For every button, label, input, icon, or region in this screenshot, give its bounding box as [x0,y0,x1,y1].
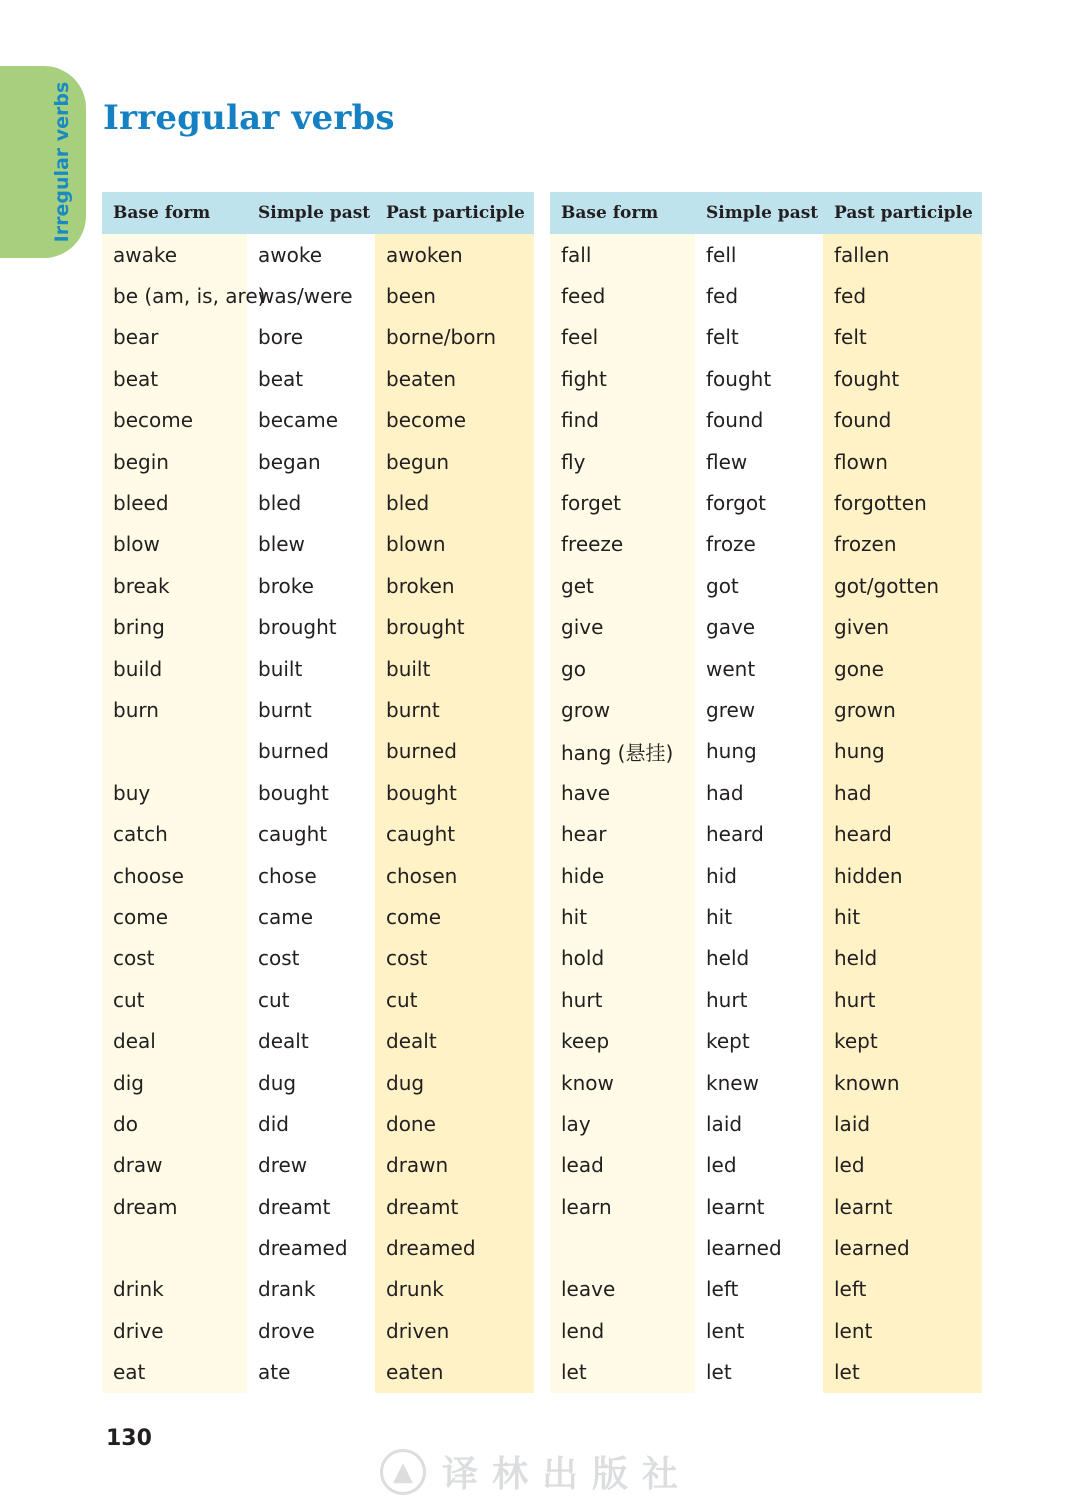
base-form-cell: catch [102,813,247,854]
simple-past-cell: went [695,648,823,689]
past-participle-cell: left [823,1269,982,1310]
table-row [102,979,534,1020]
table-row [550,1352,982,1393]
simple-past-cell: fought [695,358,823,399]
base-form-cell: know [550,1062,695,1103]
base-form-cell: keep [550,1020,695,1061]
page-title: Irregular verbs [103,98,395,138]
header-past-participle: Past participle [823,192,982,234]
base-form-cell: bleed [102,482,247,523]
table-row [102,731,534,772]
past-participle-cell: bled [375,482,534,523]
base-form-cell: have [550,772,695,813]
table-row [550,689,982,730]
simple-past-cell: kept [695,1020,823,1061]
simple-past-cell: heard [695,813,823,854]
base-form-cell: give [550,607,695,648]
past-participle-cell: dealt [375,1020,534,1061]
table-row [102,1103,534,1144]
watermark [380,1446,692,1497]
table-row [102,855,534,896]
table-row [550,772,982,813]
base-form-cell: hold [550,938,695,979]
table-row [102,689,534,730]
past-participle-cell: flown [823,441,982,482]
table-row [102,524,534,565]
base-form-cell: cost [102,938,247,979]
past-participle-cell: hurt [823,979,982,1020]
base-form-cell: fight [550,358,695,399]
simple-past-cell: built [247,648,375,689]
table-row [102,275,534,316]
base-form-cell: build [102,648,247,689]
past-participle-cell: bought [375,772,534,813]
base-form-cell: get [550,565,695,606]
base-form-cell: become [102,400,247,441]
base-form-cell [102,731,247,772]
base-form-cell: deal [102,1020,247,1061]
simple-past-cell: did [247,1103,375,1144]
base-form-cell: cut [102,979,247,1020]
page-number: 130 [106,1426,152,1451]
past-participle-cell: broken [375,565,534,606]
simple-past-cell: bled [247,482,375,523]
table-row [550,979,982,1020]
simple-past-cell: became [247,400,375,441]
past-participle-cell: fought [823,358,982,399]
table-row [550,607,982,648]
base-form-cell: lend [550,1310,695,1351]
past-participle-cell: hung [823,731,982,772]
simple-past-cell: let [695,1352,823,1393]
past-participle-cell: burnt [375,689,534,730]
base-form-cell: dream [102,1186,247,1227]
simple-past-cell: left [695,1269,823,1310]
table-row [550,1186,982,1227]
past-participle-cell: come [375,896,534,937]
simple-past-cell: led [695,1145,823,1186]
past-participle-cell: built [375,648,534,689]
header-base-form: Base form [550,192,695,234]
past-participle-cell: begun [375,441,534,482]
simple-past-cell: chose [247,855,375,896]
simple-past-cell: bought [247,772,375,813]
table-row [550,317,982,358]
past-participle-cell: hit [823,896,982,937]
simple-past-cell: fed [695,275,823,316]
simple-past-cell: hurt [695,979,823,1020]
past-participle-cell: drawn [375,1145,534,1186]
past-participle-cell: heard [823,813,982,854]
simple-past-cell: dug [247,1062,375,1103]
simple-past-cell: beat [247,358,375,399]
past-participle-cell: given [823,607,982,648]
table-row [550,1310,982,1351]
past-participle-cell: learned [823,1227,982,1268]
header-simple-past: Simple past [247,192,375,234]
table-row [102,482,534,523]
simple-past-cell: grew [695,689,823,730]
simple-past-cell: cost [247,938,375,979]
simple-past-cell: dealt [247,1020,375,1061]
base-form-cell: dig [102,1062,247,1103]
past-participle-cell: had [823,772,982,813]
table-row [550,813,982,854]
simple-past-cell: drove [247,1310,375,1351]
past-participle-cell: drunk [375,1269,534,1310]
base-form-cell: draw [102,1145,247,1186]
table-row [550,855,982,896]
past-participle-cell: forgotten [823,482,982,523]
simple-past-cell: began [247,441,375,482]
base-form-cell: fly [550,441,695,482]
simple-past-cell: caught [247,813,375,854]
base-form-cell: bring [102,607,247,648]
past-participle-cell: held [823,938,982,979]
past-participle-cell: burned [375,731,534,772]
base-form-cell: drink [102,1269,247,1310]
table-row [102,1186,534,1227]
past-participle-cell: fed [823,275,982,316]
table-row [102,938,534,979]
table-header-row [550,192,982,234]
table-row [550,358,982,399]
base-form-cell: burn [102,689,247,730]
past-participle-cell: fallen [823,234,982,275]
past-participle-cell: eaten [375,1352,534,1393]
simple-past-cell: learnt [695,1186,823,1227]
table-row [550,1062,982,1103]
table-row [102,1062,534,1103]
base-form-cell: feel [550,317,695,358]
base-form-cell: be (am, is, are) [102,275,247,316]
base-form-cell: come [102,896,247,937]
table-row [102,358,534,399]
past-participle-cell: become [375,400,534,441]
tree-logo-icon: ▲ [380,1449,426,1495]
table-row [102,813,534,854]
simple-past-cell: gave [695,607,823,648]
simple-past-cell: had [695,772,823,813]
past-participle-cell: caught [375,813,534,854]
table-row [550,565,982,606]
header-past-participle: Past participle [375,192,534,234]
base-form-cell [102,1227,247,1268]
simple-past-cell: hid [695,855,823,896]
watermark-text: 译林出版社 [442,1453,693,1495]
base-form-cell: find [550,400,695,441]
simple-past-cell: learned [695,1227,823,1268]
base-form-cell: bear [102,317,247,358]
past-participle-cell: known [823,1062,982,1103]
table-row [102,1020,534,1061]
table-row [550,400,982,441]
past-participle-cell: cut [375,979,534,1020]
table-row [550,1227,982,1268]
simple-past-cell: bore [247,317,375,358]
past-participle-cell: brought [375,607,534,648]
base-form-cell: lead [550,1145,695,1186]
simple-past-cell: lent [695,1310,823,1351]
table-row [550,938,982,979]
table-row [550,275,982,316]
table-row [550,1269,982,1310]
past-participle-cell: borne/born [375,317,534,358]
simple-past-cell: burned [247,731,375,772]
table-row [550,234,982,275]
simple-past-cell: ate [247,1352,375,1393]
simple-past-cell: hit [695,896,823,937]
table-row [102,1145,534,1186]
past-participle-cell: lent [823,1310,982,1351]
simple-past-cell: brought [247,607,375,648]
base-form-cell: learn [550,1186,695,1227]
base-form-cell: awake [102,234,247,275]
side-tab-label: Irregular verbs [51,81,73,243]
past-participle-cell: led [823,1145,982,1186]
past-participle-cell: chosen [375,855,534,896]
table-row [550,1145,982,1186]
past-participle-cell: driven [375,1310,534,1351]
simple-past-cell: was/were [247,275,375,316]
simple-past-cell: laid [695,1103,823,1144]
simple-past-cell: fell [695,234,823,275]
table-row [550,524,982,565]
base-form-cell: do [102,1103,247,1144]
past-participle-cell: grown [823,689,982,730]
table-row [102,234,534,275]
base-form-cell: freeze [550,524,695,565]
base-form-cell: hide [550,855,695,896]
table-row [550,441,982,482]
table-row [550,896,982,937]
base-form-cell: eat [102,1352,247,1393]
past-participle-cell: gone [823,648,982,689]
past-participle-cell: dreamt [375,1186,534,1227]
past-participle-cell: laid [823,1103,982,1144]
table-row [550,648,982,689]
base-form-cell: hear [550,813,695,854]
simple-past-cell: drank [247,1269,375,1310]
simple-past-cell: felt [695,317,823,358]
verb-table-left [102,192,534,1393]
simple-past-cell: forgot [695,482,823,523]
base-form-cell: feed [550,275,695,316]
simple-past-cell: cut [247,979,375,1020]
simple-past-cell: blew [247,524,375,565]
base-form-cell: choose [102,855,247,896]
base-form-cell: blow [102,524,247,565]
past-participle-cell: frozen [823,524,982,565]
simple-past-cell: broke [247,565,375,606]
base-form-cell: lay [550,1103,695,1144]
table-row [550,1020,982,1061]
past-participle-cell: let [823,1352,982,1393]
table-row [102,1310,534,1351]
simple-past-cell: dreamed [247,1227,375,1268]
table-row [102,317,534,358]
verb-table-right [550,192,982,1393]
past-participle-cell: cost [375,938,534,979]
table-row [550,482,982,523]
base-form-cell: beat [102,358,247,399]
header-simple-past: Simple past [695,192,823,234]
past-participle-cell: dug [375,1062,534,1103]
base-form-cell: forget [550,482,695,523]
past-participle-cell: dreamed [375,1227,534,1268]
simple-past-cell: froze [695,524,823,565]
simple-past-cell: hung [695,731,823,772]
past-participle-cell: done [375,1103,534,1144]
base-form-cell: fall [550,234,695,275]
simple-past-cell: found [695,400,823,441]
simple-past-cell: burnt [247,689,375,730]
past-participle-cell: hidden [823,855,982,896]
base-form-cell [550,1227,695,1268]
table-row [102,1227,534,1268]
table-row [102,772,534,813]
table-row [550,731,982,772]
past-participle-cell: awoken [375,234,534,275]
base-form-cell: hurt [550,979,695,1020]
table-row [102,648,534,689]
header-base-form: Base form [102,192,247,234]
base-form-cell: let [550,1352,695,1393]
table-row [550,1103,982,1144]
base-form-cell: go [550,648,695,689]
past-participle-cell: found [823,400,982,441]
simple-past-cell: held [695,938,823,979]
past-participle-cell: felt [823,317,982,358]
past-participle-cell: beaten [375,358,534,399]
simple-past-cell: dreamt [247,1186,375,1227]
past-participle-cell: got/gotten [823,565,982,606]
past-participle-cell: kept [823,1020,982,1061]
table-row [102,1352,534,1393]
side-tab [0,66,86,258]
table-row [102,400,534,441]
base-form-cell: grow [550,689,695,730]
simple-past-cell: flew [695,441,823,482]
simple-past-cell: awoke [247,234,375,275]
simple-past-cell: knew [695,1062,823,1103]
table-row [102,441,534,482]
base-form-cell: drive [102,1310,247,1351]
table-row [102,896,534,937]
past-participle-cell: learnt [823,1186,982,1227]
table-row [102,607,534,648]
table-header-row [102,192,534,234]
base-form-cell: hang (悬挂) [550,731,695,772]
past-participle-cell: blown [375,524,534,565]
base-form-cell: begin [102,441,247,482]
simple-past-cell: came [247,896,375,937]
base-form-cell: buy [102,772,247,813]
base-form-cell: hit [550,896,695,937]
table-row [102,565,534,606]
simple-past-cell: got [695,565,823,606]
base-form-cell: break [102,565,247,606]
past-participle-cell: been [375,275,534,316]
simple-past-cell: drew [247,1145,375,1186]
table-row [102,1269,534,1310]
base-form-cell: leave [550,1269,695,1310]
